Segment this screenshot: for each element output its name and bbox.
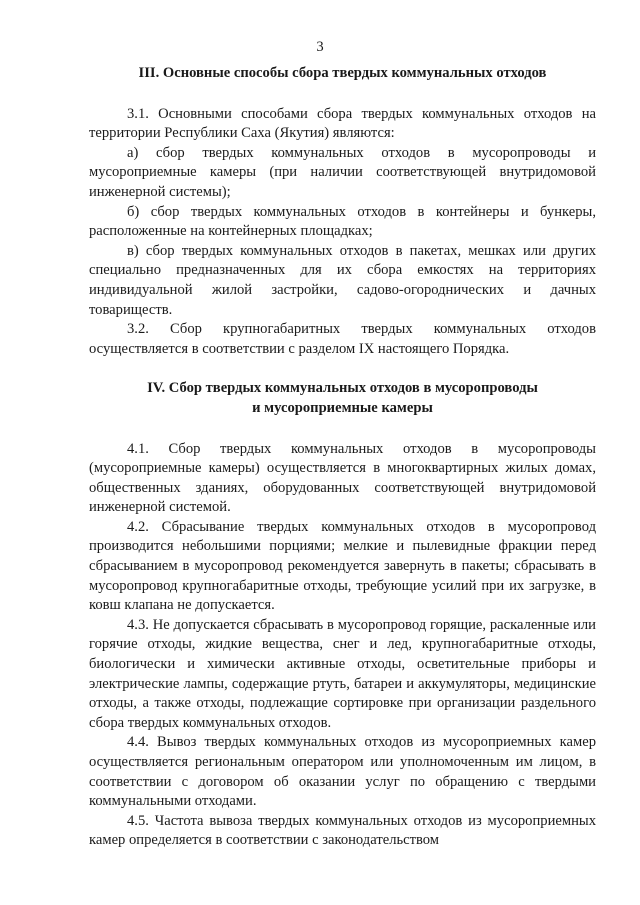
list-item-c: в) сбор твердых коммунальных отходов в пакетах, мешках или других специально предназначенных для их сбора емкостях на территориях индивидуальной жилой застройки, садово-огороднических и дачных товариществ. [89,242,596,318]
paragraph-3-2: 3.2. Сбор крупногабаритных твердых коммунальных отходов осуществляется в соответствии с разделом IX настоящего Порядка. [89,321,596,357]
paragraph-3-1: 3.1. Основными способами сбора твердых коммунальных отходов на территории Республики Саха (Якутия) являются: [89,105,596,142]
paragraph-4-2: 4.2. Сбрасывание твердых коммунальных отходов в мусоропровод производится небольшими порциями; мелкие и пылевидные фракции перед сбрасыванием в мусоропровод рекомендуется завернуть в пакеты; сбрасывать в мусоропровод крупногабаритные отходы, требующие усилий при их загрузке, в ковш клапана не допускается. [89,518,596,614]
paragraph-4-4: 4.4. Вывоз твердых коммунальных отходов из мусороприемных камер осуществляется региональным оператором или уполномоченным им лицом, в соответствии с договором об оказании услуг по обращению с твердыми коммунальными отходами. [89,734,596,810]
section-title-line: IV. Сбор твердых коммунальных отходов в мусоропроводы [147,380,538,397]
list-item-a: а) сбор твердых коммунальных отходов в мусоропроводы и мусороприемные камеры (при наличии соответствующей внутридомовой инженерной системы); [89,144,596,200]
paragraph-4-5: 4.5. Частота вывоза твердых коммунальных отходов из мусороприемных камер определяется в соответствии с законодательством [89,812,596,849]
section-title-line: и мусороприемные камеры [252,399,433,416]
list-item-b: б) сбор твердых коммунальных отходов в контейнеры и бункеры, расположенные на контейнерных площадках; [89,203,596,240]
section-title-iii [89,64,596,84]
page-number: 3 [316,39,324,55]
paragraph-4-1: 4.1. Сбор твердых коммунальных отходов в мусоропроводы (мусороприемные камеры) осуществляется в многоквартирных жилых домах, общественных зданиях, оборудованных соответствующей внутридомовой инженерной системой. [89,440,596,516]
section-title-line: III. Основные способы сбора твердых коммунальных отходов [138,65,547,81]
section-title-iv [89,379,596,418]
paragraph-4-3: 4.3. Не допускается сбрасывать в мусоропровод горящие, раскаленные или горячие отходы, жидкие вещества, снег и лед, крупногабаритные отходы, биологически и химически активные отходы, осветительные приборы и электрические лампы, содержащие ртуть, батареи и аккумуляторы, медицинские отходы, а также отходы, подлежащие сортировке при организации раздельного сбора твердых коммунальных отходов. [89,616,596,731]
document-body [89,64,596,851]
